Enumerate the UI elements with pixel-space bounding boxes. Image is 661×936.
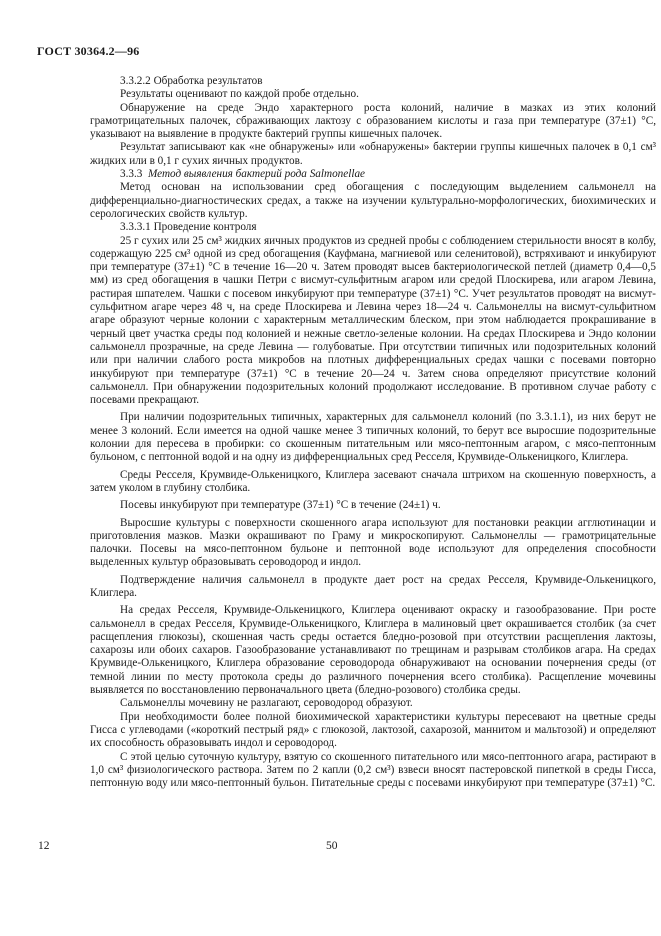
paragraph: На средах Ресселя, Крумвиде-Олькеницкого, Клиглера оценивают окраску и газообразование. При росте сальмонелл в средах Ресселя, Крумвиде-Олькеницкого, Клиглера в малиновый цвет окрашивается столбик (за счет расщепления глюкозы), скошенная часть среды остается бледно-розовой при отсутствии расщепления лактозы, сахарозы или обоих сахаров. Газообразование устанавливают по трещинам и разрывам столбиков агара. На средах Крумвиде-Олькеницкого, Клиглера образование сероводорода обнаруживают на основании почернения среды (от темной линии по месту протокола среды до различного почернения всего столбика). Расщепление мочевины выявляется по восстановлению первоначального цвета (бледно-розового) столбика среды. xyxy=(90,604,656,697)
document-body xyxy=(90,75,656,790)
section-number: 3.3.3 xyxy=(120,168,143,181)
page-number-center: 50 xyxy=(326,840,338,852)
page-number-left: 12 xyxy=(38,840,50,852)
paragraph: При наличии подозрительных типичных, характерных для сальмонелл колоний (по 3.3.1.1), из них берут не менее 3 колоний. Если имеется на одной чашке менее 3 типичных колоний, то берут все выросшие подозрительные колонии для пересева в пробирки: со скошенным питательным или мясо-пептонным агаром, с мясо-пептонным бульоном, с пептонной водой и на одну из дифференциальных сред Ресселя, Крумвиде-Олькеницкого, Клиглера. xyxy=(90,411,656,464)
section-heading: 3.3.2.2 Обработка результатов xyxy=(120,75,263,87)
paragraph: С этой целью суточную культуру, взятую со скошенного питательного или мясо-пептонного агара, растирают в 1,0 см³ физиологического раствора. Затем по 2 капли (0,2 см³) взвеси вносят пастеровской пипеткой в среды Гисса, пептонную воду или мясо-пептонный бульон. Питательные среды с посевами инкубируют при температуре (37±1) °С. xyxy=(90,750,656,790)
paragraph: Выросшие культуры с поверхности скошенного агара используют для постановки реакции агглютинации и приготовления мазков. Мазки окрашивают по Граму и микроскопируют. Сальмонеллы — грамотрицательные палочки. Посевы на мясо-пептонном бульоне и пептонной воде используют для определения способности выделенных культур образовывать сероводород и индол. xyxy=(90,516,656,569)
paragraph: Подтверждение наличия сальмонелл в продукте дает рост на средах Ресселя, Крумвиде-Олькеницкого, Клиглера. xyxy=(90,573,656,599)
document-header-title: ГОСТ 30364.2—96 xyxy=(37,44,140,58)
paragraph: Обнаружение на среде Эндо характерного роста колоний, наличие в мазках из этих колоний грамотрицательных палочек, сбраживающих лактозу с образованием кислоты и газа при температуре (37±1) °С, указывают на выявление в продукте бактерий группы кишечных палочек. xyxy=(90,101,656,141)
paragraph: Результат записывают как «не обнаружены» или «обнаружены» бактерии группы кишечных палочек в 0,1 см³ жидких или в 0,1 г сухих яичных продуктов. xyxy=(90,141,656,167)
section-heading: 3.3.3.1 Проведение контроля xyxy=(120,221,257,234)
paragraph: 25 г сухих или 25 см³ жидких яичных продуктов из средней пробы с соблюдением стерильности вносят в колбу, содержащую 225 см³ одной из сред обогащения (Кауфмана, магниевой или селенитовой), встряхивают и инкубируют при температуре (37±1) °С в течение 16—20 ч. Затем проводят высев бактериологической петлей (диаметр 0,4—0,5 мм) из сред обогащения в чашки Петри с висмут-сульфитным агаром или средой Плоскирева, или агаром Левина, растирая шпателем. Чашки с посевом инкубируют при температуре (37±1) °С. Учет результатов проводят на висмут-сульфитном агаре через 48 ч, на среде Плоскирева и Левина через 18—24 ч. Сальмонеллы на висмут-сульфитном агаре образуют черные колонии с характерным металлическим блеском, при этом наблюдается прокрашивание в черный цвет участка среды под колонией и нежные светло-зеленые колонии. На средах Плоскирева и Эндо колонии сальмонелл прозрачные, на среде Левина — голубоватые. При отсутствии типичных или подозрительных колоний или при наличии слабого роста микробов на плотных дифференциальных средах чашки с посевами повторно инкубируют при температуре (37±1) °С в течение 20—24 ч. Затем снова определяют присутствие колоний сальмонелл. При обнаружении подозрительных колоний продолжают исследование. В противном случае работу с посевами прекращают. xyxy=(90,234,656,407)
paragraph: Результаты оценивают по каждой пробе отдельно. xyxy=(120,88,359,101)
paragraph: Посевы инкубируют при температуре (37±1) °С в течение (24±1) ч. xyxy=(120,499,441,512)
paragraph: Метод основан на использовании сред обогащения с последующим выделением сальмонелл на дифференциально-диагностических средах, а также на изучении культурально-морфологических, биохимических и серологических свойств культур. xyxy=(90,181,656,220)
section-title: Метод выявления бактерий рода Salmonellae xyxy=(147,168,366,181)
section-heading xyxy=(90,168,656,181)
paragraph: Сальмонеллы мочевину не разлагают, сероводород образуют. xyxy=(120,697,413,710)
paragraph: При необходимости более полной биохимической характеристики культуры пересевают на цветные среды Гисса с углеводами («короткий пестрый ряд» с глюкозой, лактозой, сахарозой, маннитом и мальтозой) и определяют их способность образовывать индол и сероводород. xyxy=(90,710,656,750)
paragraph: Среды Ресселя, Крумвиде-Олькеницкого, Клиглера засевают сначала штрихом на скошенную поверхность, а затем уколом в глубину столбика. xyxy=(90,468,656,494)
